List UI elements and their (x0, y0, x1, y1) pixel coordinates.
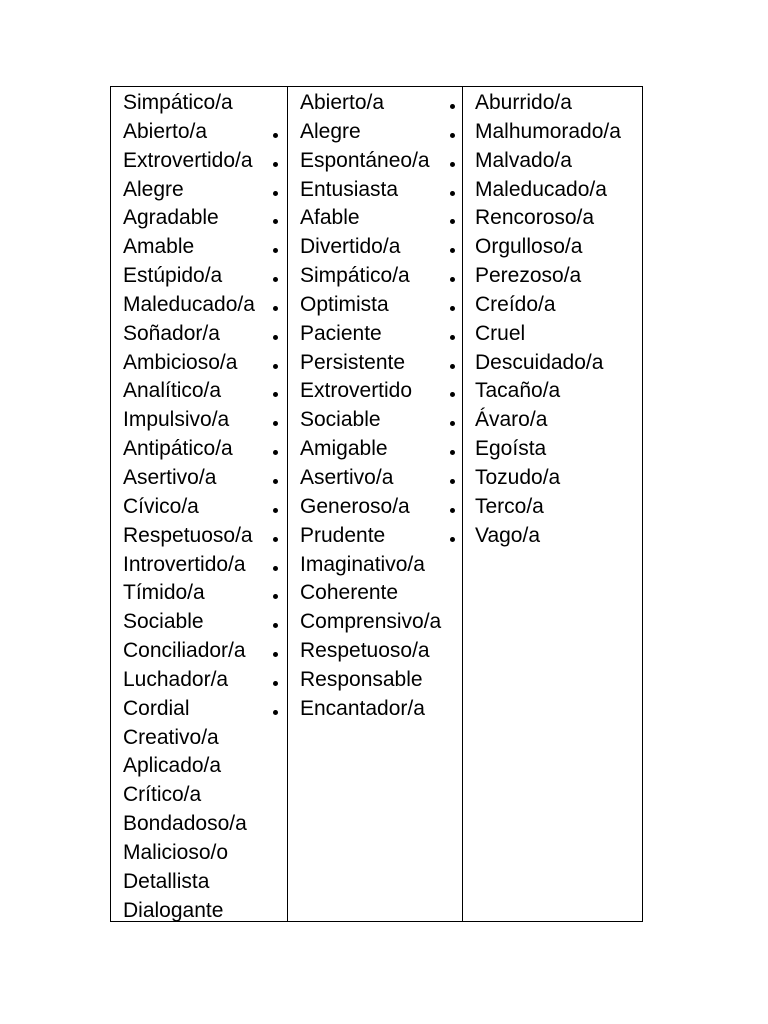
word-text: Dialogante (123, 898, 224, 922)
word-text: Cruel (475, 321, 526, 345)
word-list (111, 87, 287, 925)
bullet-icon (273, 464, 279, 493)
list-item (111, 406, 287, 435)
word-text: Analítico/a (123, 379, 222, 403)
word-text: Cívico/a (123, 494, 199, 518)
list-item (288, 579, 462, 608)
word-text: Respetuoso/a (123, 523, 253, 547)
word-text: Luchador/a (123, 667, 229, 691)
word-text: Descuidado/a (475, 350, 604, 374)
list-item (288, 522, 462, 551)
word-text: Amable (123, 235, 195, 259)
list-item (463, 89, 643, 118)
bullet-icon (273, 176, 279, 205)
bullet-icon (273, 695, 279, 724)
word-text: Malvado/a (475, 148, 572, 172)
bullet-icon (273, 349, 279, 378)
word-text: Divertido/a (300, 235, 401, 259)
list-item (463, 406, 643, 435)
bullet-icon (273, 608, 279, 637)
word-text: Aburrido/a (475, 91, 572, 114)
list-item (463, 377, 643, 406)
word-text: Respetuoso/a (300, 639, 430, 663)
list-item (111, 377, 287, 406)
list-item (111, 839, 287, 868)
list-item (288, 493, 462, 522)
bullet-icon (273, 233, 279, 262)
word-text: Soñador/a (123, 321, 220, 345)
list-item (111, 89, 287, 118)
word-text: Amigable (300, 437, 388, 461)
list-item (288, 637, 462, 666)
list-item (463, 204, 643, 233)
word-text: Impulsivo/a (123, 408, 230, 432)
list-item (111, 868, 287, 897)
word-text: Tímido/a (123, 581, 205, 605)
list-item (111, 204, 287, 233)
word-text: Tozudo/a (475, 465, 561, 489)
list-item (463, 147, 643, 176)
bullet-icon (273, 637, 279, 666)
list-item (288, 262, 462, 291)
word-text: Encantador/a (300, 696, 425, 720)
word-text: Optimista (300, 292, 389, 316)
list-item (111, 233, 287, 262)
bullet-icon (450, 464, 456, 493)
list-item (111, 349, 287, 378)
list-item (288, 89, 462, 118)
bullet-icon (273, 579, 279, 608)
list-item (288, 176, 462, 205)
word-text: Aplicado/a (123, 754, 222, 778)
word-text: Estúpido/a (123, 264, 223, 288)
bullet-icon (273, 493, 279, 522)
bullet-icon (450, 204, 456, 233)
list-item (288, 349, 462, 378)
list-item (111, 291, 287, 320)
word-text: Asertivo/a (123, 465, 217, 489)
list-item (111, 695, 287, 724)
bullet-icon (273, 118, 279, 147)
bullet-icon (450, 349, 456, 378)
word-text: Abierto/a (123, 119, 208, 143)
word-text: Generoso/a (300, 494, 410, 518)
list-item (288, 147, 462, 176)
word-text: Persistente (300, 350, 406, 374)
bullet-icon (450, 89, 456, 118)
word-text: Coherente (300, 581, 399, 605)
bullet-icon (273, 147, 279, 176)
list-item (288, 551, 462, 580)
bullet-icon (450, 262, 456, 291)
list-item (463, 435, 643, 464)
word-text: Agradable (123, 206, 219, 230)
word-text: Paciente (300, 321, 382, 345)
word-text: Egoísta (475, 437, 547, 461)
word-text: Orgulloso/a (475, 235, 583, 259)
word-text: Vago/a (475, 523, 540, 547)
bullet-icon (450, 493, 456, 522)
list-item (288, 291, 462, 320)
list-item (463, 320, 643, 349)
bullet-icon (450, 406, 456, 435)
word-text: Malhumorado/a (475, 119, 621, 143)
list-item (111, 666, 287, 695)
word-text: Ávaro/a (475, 408, 548, 432)
list-item (111, 464, 287, 493)
list-item (463, 464, 643, 493)
word-text: Crítico/a (123, 783, 202, 807)
list-item (288, 435, 462, 464)
word-text: Alegre (300, 119, 361, 143)
word-text: Asertivo/a (300, 465, 394, 489)
word-text: Maleducado/a (123, 292, 255, 316)
list-item (463, 522, 643, 551)
word-text: Simpático/a (123, 91, 233, 114)
list-item (111, 147, 287, 176)
word-text: Espontáneo/a (300, 148, 430, 172)
list-item (288, 608, 462, 637)
word-text: Comprensivo/a (300, 610, 442, 634)
word-text: Extrovertido (300, 379, 413, 403)
list-item (111, 320, 287, 349)
list-item (288, 233, 462, 262)
list-item (111, 579, 287, 608)
word-text: Extrovertido/a (123, 148, 253, 172)
word-text: Simpático/a (300, 264, 410, 288)
list-item (111, 608, 287, 637)
list-item (288, 204, 462, 233)
list-item (111, 262, 287, 291)
word-text: Abierto/a (300, 91, 385, 114)
word-text: Maleducado/a (475, 177, 607, 201)
bullet-icon (273, 262, 279, 291)
list-item (463, 262, 643, 291)
list-item (111, 781, 287, 810)
list-item (288, 464, 462, 493)
word-text: Sociable (300, 408, 381, 432)
bullet-icon (450, 320, 456, 349)
list-item (111, 522, 287, 551)
list-item (111, 435, 287, 464)
word-text: Alegre (123, 177, 184, 201)
adjectives-table (110, 86, 643, 922)
table-column-1 (111, 87, 287, 921)
word-list (288, 87, 462, 724)
list-item (463, 118, 643, 147)
table-column-3 (462, 87, 643, 921)
bullet-icon (450, 147, 456, 176)
bullet-icon (450, 377, 456, 406)
list-item (111, 897, 287, 926)
bullet-icon (273, 551, 279, 580)
list-item (288, 320, 462, 349)
bullet-icon (273, 204, 279, 233)
word-text: Detallista (123, 869, 210, 893)
bullet-icon (273, 666, 279, 695)
table-column-2 (287, 87, 462, 921)
bullet-icon (450, 176, 456, 205)
list-item (111, 176, 287, 205)
word-text: Entusiasta (300, 177, 399, 201)
word-text: Conciliador/a (123, 639, 246, 663)
list-item (111, 637, 287, 666)
list-item (288, 666, 462, 695)
word-text: Afable (300, 206, 360, 230)
list-item (111, 118, 287, 147)
word-text: Malicioso/o (123, 840, 229, 864)
bullet-icon (450, 233, 456, 262)
list-item (288, 406, 462, 435)
word-text: Perezoso/a (475, 264, 582, 288)
list-item (111, 724, 287, 753)
bullet-icon (273, 320, 279, 349)
word-text: Rencoroso/a (475, 206, 595, 230)
word-text: Cordial (123, 696, 190, 720)
word-text: Creativo/a (123, 725, 219, 749)
bullet-icon (450, 522, 456, 551)
word-text: Bondadoso/a (123, 812, 247, 836)
word-text: Antipático/a (123, 437, 233, 461)
bullet-icon (273, 291, 279, 320)
list-item (111, 551, 287, 580)
list-item (288, 695, 462, 724)
list-item (463, 233, 643, 262)
word-text: Tacaño/a (475, 379, 561, 403)
list-item (463, 176, 643, 205)
bullet-icon (450, 291, 456, 320)
list-item (111, 493, 287, 522)
word-text: Imaginativo/a (300, 552, 425, 576)
list-item (288, 118, 462, 147)
word-text: Creído/a (475, 292, 556, 316)
bullet-icon (273, 377, 279, 406)
word-text: Ambicioso/a (123, 350, 238, 374)
bullet-icon (273, 435, 279, 464)
word-text: Prudente (300, 523, 386, 547)
word-text: Terco/a (475, 494, 544, 518)
list-item (463, 349, 643, 378)
list-item (111, 752, 287, 781)
list-item (463, 493, 643, 522)
bullet-icon (450, 118, 456, 147)
list-item (288, 377, 462, 406)
bullet-icon (450, 435, 456, 464)
list-item (463, 291, 643, 320)
word-text: Introvertido/a (123, 552, 246, 576)
word-text: Sociable (123, 610, 204, 634)
bullet-icon (273, 522, 279, 551)
word-list (463, 87, 643, 551)
word-text: Responsable (300, 667, 423, 691)
list-item (111, 810, 287, 839)
bullet-icon (273, 406, 279, 435)
